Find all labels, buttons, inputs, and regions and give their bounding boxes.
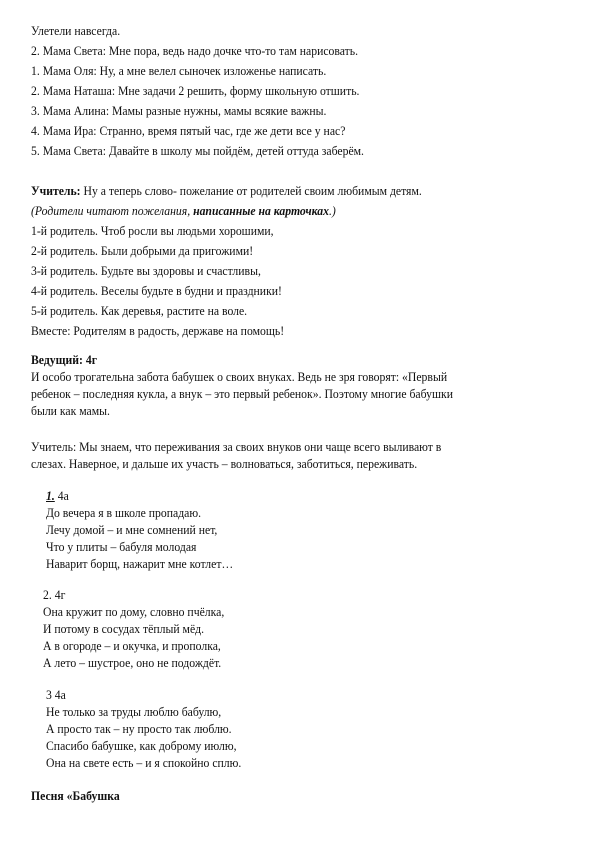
- poem2-label: 2. 4г: [43, 588, 66, 602]
- poem-line: А в огороде – и окучка, и прополка,: [43, 639, 221, 653]
- poem-line: И потому в сосудах тёплый мёд.: [43, 622, 205, 636]
- host-label: Ведущий: 4г: [31, 353, 98, 367]
- poem-line: А просто так – ну просто так люблю.: [46, 722, 232, 736]
- text-line: 1. Мама Оля: Ну, а мне велел сыночек изложенье написать.: [31, 64, 327, 78]
- text-line: 3. Мама Алина: Мамы разные нужны, мамы всякие важны.: [31, 104, 327, 118]
- poem-line: Спасибо бабушке, как доброму июлю,: [46, 739, 237, 753]
- wish-line: Вместе: Родителям в радость, державе на помощь!: [31, 324, 285, 338]
- text-line: 2. Мама Света: Мне пора, ведь надо дочке что-то там нарисовать.: [31, 44, 359, 58]
- text-line: 4. Мама Ира: Странно, время пятый час, где же дети все у нас?: [31, 124, 346, 138]
- song-title: Песня «Бабушка: [31, 789, 120, 803]
- poem-line: Она на свете есть – и я спокойно сплю.: [46, 756, 242, 770]
- text-line: 5. Мама Света: Давайте в школу мы пойдём, детей оттуда заберём.: [31, 144, 364, 158]
- speaker-label: Учитель:: [31, 184, 81, 198]
- host-text: И особо трогательна забота бабушек о своих внуках. Ведь не зря говорят: «Первый: [31, 370, 448, 384]
- text-line: 2. Мама Наташа: Мне задачи 2 решить, форму школьную отшить.: [31, 84, 360, 98]
- wish-line: 2-й родитель. Были добрыми да пригожими!: [31, 244, 254, 258]
- teacher-line: [31, 183, 451, 199]
- wish-line: 5-й родитель. Как деревья, растите на воле.: [31, 304, 248, 318]
- host-text: ребенок – последняя кукла, а внук – это первый ребенок». Поэтому многие бабушки: [31, 387, 453, 401]
- poem-line: Наварит борщ, нажарит мне котлет…: [46, 557, 234, 571]
- poem-line: Не только за труды люблю бабулю,: [46, 705, 222, 719]
- host-text: были как мамы.: [31, 404, 110, 418]
- teacher2-text: Учитель: Мы знаем, что переживания за своих внуков они чаще всего выливают в: [31, 440, 442, 454]
- stage-note: (Родители читают пожелания, написанные на карточках.): [31, 204, 336, 218]
- poem-line: А лето – шустрое, оно не подождёт.: [43, 656, 222, 670]
- text-line: Улетели навсегда.: [31, 24, 121, 38]
- poem1-label: [46, 488, 71, 504]
- wish-line: 1-й родитель. Чтоб росли вы людьми хорошими,: [31, 224, 274, 238]
- wish-line: 3-й родитель. Будьте вы здоровы и счастливы,: [31, 264, 261, 278]
- poem-line: Что у плиты – бабуля молодая: [46, 540, 197, 554]
- wish-line: 4-й родитель. Веселы будьте в будни и праздники!: [31, 284, 282, 298]
- poem3-label: 3 4а: [46, 688, 66, 702]
- poem-line: Она кружит по дому, словно пчёлка,: [43, 605, 225, 619]
- poem1-class: 4а: [54, 489, 69, 503]
- poem-line: Лечу домой – и мне сомнений нет,: [46, 523, 218, 537]
- poem-line: До вечера я в школе пропадаю.: [46, 506, 202, 520]
- poem1-number: 1.: [46, 489, 55, 503]
- teacher2-text: слезах. Наверное, и дальше их участь – волноваться, заботиться, переживать.: [31, 457, 418, 471]
- teacher-text: Ну а теперь слово- пожелание от родителей своим любимым детям.: [80, 184, 422, 198]
